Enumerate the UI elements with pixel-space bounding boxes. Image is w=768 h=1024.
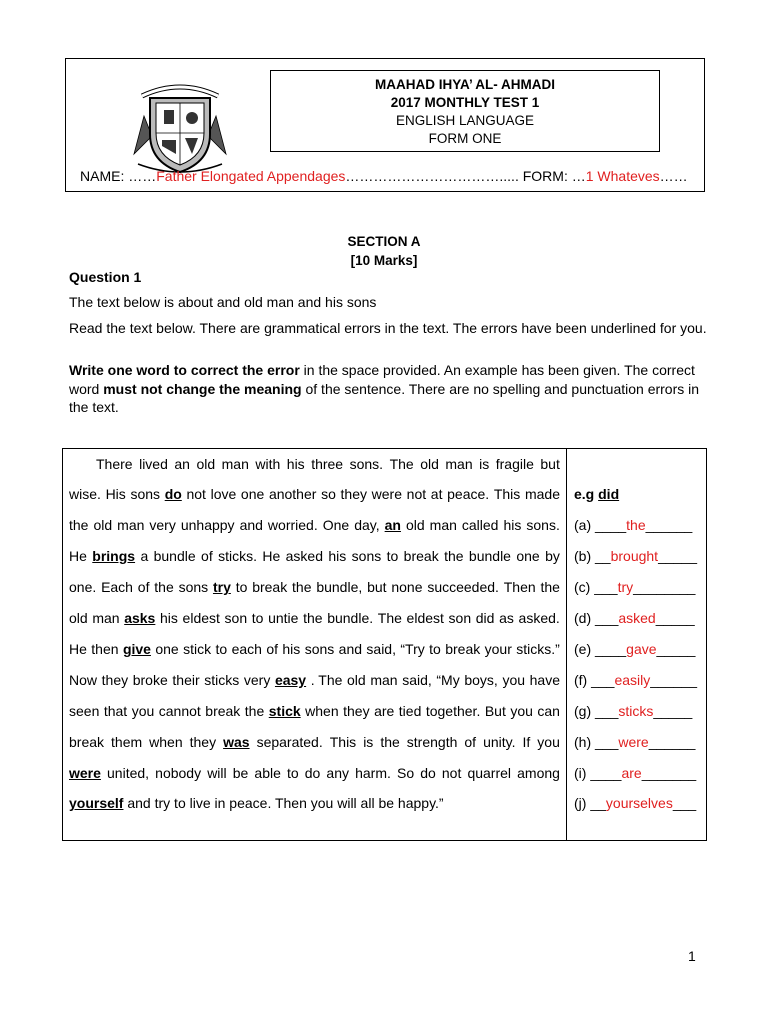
passage-word: did: [475, 610, 495, 626]
underlined-error: asks: [124, 610, 156, 626]
answer-c[interactable]: (c) ___try________: [574, 579, 696, 595]
passage-word: old: [347, 672, 366, 688]
passage-word: sons.: [526, 517, 560, 533]
passage-word: his: [286, 456, 305, 472]
passage-word: to: [429, 641, 441, 657]
passage-word: unhappy: [180, 517, 235, 533]
passage-word: the: [540, 579, 560, 595]
passage-word: If: [522, 734, 531, 750]
form-value[interactable]: 1 Whateves: [585, 168, 660, 184]
section-title: SECTION A: [347, 234, 421, 249]
passage-word: sticks.: [218, 548, 257, 564]
passage-word: tied: [398, 703, 422, 719]
underlined-error: easy: [274, 672, 307, 688]
passage-word: break: [69, 734, 105, 750]
passage-word: his: [503, 517, 522, 533]
school-crest-logo: [130, 76, 230, 176]
passage-word: stick: [183, 641, 212, 657]
passage-word: man: [445, 456, 473, 472]
passage-word: break: [403, 548, 439, 564]
passage-word: with: [255, 456, 281, 472]
passage-word: sticks: [204, 672, 240, 688]
passage-word: one: [155, 641, 179, 657]
passage-word: but: [540, 456, 560, 472]
passage-word: One: [322, 517, 350, 533]
passage-word: able: [254, 765, 281, 781]
passage-word: break: [205, 703, 241, 719]
passage-word: He: [262, 548, 281, 564]
passage-word: and: [338, 641, 363, 657]
answer-b[interactable]: (b) __brought_____: [574, 548, 697, 564]
read-instruction: Read the text below. There are grammatical errors in the text. The errors have been underlined for you.: [69, 320, 707, 336]
passage-word: But: [484, 703, 506, 719]
passage-word: break: [252, 579, 288, 595]
table-divider: [566, 448, 567, 841]
passage-word: This: [329, 734, 357, 750]
passage-line: [69, 456, 560, 472]
passage-word: when: [149, 734, 183, 750]
passage-word: of: [201, 548, 213, 564]
answer-g[interactable]: (g) ___sticks_____: [574, 703, 693, 719]
passage-word: son: [448, 610, 472, 626]
passage-word: is: [363, 734, 374, 750]
passage-word: asked.: [518, 610, 560, 626]
form-level: FORM ONE: [428, 131, 502, 146]
underlined-error: try: [212, 579, 231, 595]
form-label: FORM:: [522, 168, 568, 184]
passage-word: you: [537, 734, 560, 750]
underlined-error: give: [122, 641, 151, 657]
passage-word: seen: [69, 703, 100, 719]
passage-word: the: [154, 579, 174, 595]
passage-word: they: [189, 734, 217, 750]
test-name: 2017 MONTHLY TEST 1: [390, 95, 540, 110]
passage-word: and: [239, 517, 263, 533]
passage-word: to: [386, 548, 399, 564]
passage-word: will: [207, 765, 227, 781]
passage-word: day,: [354, 517, 380, 533]
passage-word: said,: [402, 672, 432, 688]
passage-word: to: [235, 579, 248, 595]
passage-word: called: [461, 517, 499, 533]
answer-e[interactable]: (e) ____gave_____: [574, 641, 696, 657]
passage-word: He: [69, 641, 87, 657]
passage-word: Then: [503, 579, 536, 595]
passage-word: one.: [69, 579, 97, 595]
answer-a[interactable]: (a) ____the______: [574, 517, 693, 533]
passage-word: old: [69, 610, 88, 626]
passage-word: man: [370, 672, 398, 688]
passage-word: of: [266, 641, 278, 657]
passage-word: of: [137, 579, 150, 595]
passage-line: [69, 610, 560, 626]
passage-line: [69, 672, 560, 688]
passage-word: His: [105, 486, 126, 502]
passage-word: very: [243, 672, 271, 688]
passage-word: you: [510, 703, 533, 719]
passage-word: sons.: [349, 456, 384, 472]
passage-word: bundle: [468, 548, 511, 564]
question-label: Question 1: [69, 269, 142, 285]
passage-word: one: [240, 486, 265, 502]
passage-word: as: [499, 610, 514, 626]
passage-word: have: [529, 672, 560, 688]
passage-word: broke: [132, 672, 168, 688]
passage-word: worried.: [267, 517, 318, 533]
passage-word: then: [91, 641, 119, 657]
passage-word: untie: [268, 610, 299, 626]
passage-word: sticks.”: [516, 641, 560, 657]
passage-word: another: [268, 486, 317, 502]
passage-word: of: [464, 734, 477, 750]
passage-word: but: [367, 579, 387, 595]
passage-word: among: [517, 765, 560, 781]
passage-word: can: [537, 703, 560, 719]
passage-word: that: [103, 703, 128, 719]
passage-word: your: [484, 641, 512, 657]
passage-word: old: [93, 517, 113, 533]
passage-word: you: [502, 672, 526, 688]
passage-word: strength: [406, 734, 458, 750]
passage-word: nobody: [155, 765, 202, 781]
passage-word: to: [251, 610, 264, 626]
answer-j[interactable]: (j) __yourselves___: [574, 795, 697, 811]
passage-word: each: [231, 641, 262, 657]
passage-word: are: [374, 703, 395, 719]
passage-word: his: [160, 610, 178, 626]
passage-word: not: [186, 486, 206, 502]
passage-word: This: [493, 486, 521, 502]
passage-word: “Try: [400, 641, 425, 657]
passage-word: the: [444, 548, 464, 564]
passage-word: three: [311, 456, 344, 472]
passage-word: by: [545, 548, 560, 564]
passage-word: made: [524, 486, 560, 502]
page-number: 1: [688, 948, 696, 964]
passage-word: bundle,: [316, 579, 363, 595]
passage-word: one: [516, 548, 540, 564]
passage-word: bundle.: [327, 610, 374, 626]
passage-line: [69, 765, 560, 781]
underlined-error: an: [384, 517, 401, 533]
answer-f[interactable]: (f) ___easily______: [574, 672, 697, 688]
passage-word: they: [340, 486, 367, 502]
passage-word: do: [304, 765, 321, 781]
passage-word: the: [292, 579, 312, 595]
passage-word: when: [305, 703, 339, 719]
passage-word: and try to live in peace. Then you will all be happy.”: [123, 795, 444, 811]
name-form-line: NAME: ……Father Elongated Appendages……………………………..... FORM: …1 Whateves……: [80, 168, 688, 184]
passage-word: to: [286, 765, 299, 781]
passage-word: sons: [304, 641, 335, 657]
section-marks: [10 Marks]: [350, 253, 418, 268]
passage-word: man: [221, 456, 249, 472]
underlined-error: was: [223, 734, 250, 750]
passage-line: [69, 517, 560, 533]
subject-name: ENGLISH LANGUAGE: [395, 113, 535, 128]
passage-word: they: [101, 672, 129, 688]
underlined-error: do: [164, 486, 182, 502]
passage-word: quarrel: [467, 765, 512, 781]
passage-word: the: [69, 517, 89, 533]
passage-word: man: [92, 610, 120, 626]
answer-h[interactable]: (h) ___were______: [574, 734, 696, 750]
passage-word: man: [117, 517, 145, 533]
exam-title-box: [270, 70, 660, 152]
example-answer: e.g did: [574, 486, 620, 502]
passage-word: you: [131, 703, 155, 719]
passage-word: none: [391, 579, 423, 595]
underlined-error: stick: [268, 703, 301, 719]
passage-word: Now: [69, 672, 98, 688]
passage-word: them: [111, 734, 143, 750]
passage-word: love: [210, 486, 237, 502]
passage-word: cannot: [158, 703, 201, 719]
passage-word: the: [303, 610, 323, 626]
passage-word: very: [149, 517, 176, 533]
passage-line: [69, 486, 560, 502]
passage-word: at: [430, 486, 443, 502]
passage-word: not: [406, 486, 427, 502]
passage-word: man: [429, 517, 457, 533]
passage-word: old: [196, 456, 216, 472]
passage-word: a: [140, 548, 149, 564]
passage-word: Each: [101, 579, 133, 595]
passage-word: united,: [107, 765, 150, 781]
school-name: MAAHAD IHYA’ AL- AHMADI: [374, 77, 555, 92]
passage-word: so: [321, 486, 336, 502]
passage-word: lived: [139, 456, 168, 472]
passage-word: eldest: [406, 610, 444, 626]
passage-word: to: [215, 641, 228, 657]
passage-word: his: [282, 641, 301, 657]
passage-word: . The: [310, 672, 343, 688]
passage-word: sons: [351, 548, 382, 564]
passage-word: any: [326, 765, 349, 781]
passage-word: harm.: [355, 765, 391, 781]
passage-line: [69, 548, 560, 564]
passage-word: son: [224, 610, 248, 626]
passage-word: eldest: [182, 610, 220, 626]
passage-word: their: [172, 672, 200, 688]
passage-line: [69, 579, 560, 595]
name-label: NAME:: [80, 168, 125, 184]
passage-word: peace.: [447, 486, 490, 502]
passage-word: not: [441, 765, 462, 781]
passage-line: [69, 734, 560, 750]
passage-word: do: [420, 765, 436, 781]
passage-word: sons: [130, 486, 161, 502]
passage-word: fragile: [495, 456, 534, 472]
passage-word: said,: [366, 641, 396, 657]
passage-word: they: [343, 703, 370, 719]
passage-word: sons: [178, 579, 209, 595]
write-instruction: Write one word to correct the error in the space provided. An example has been given. The correct word must not change the meaning of the sentence. There are no spelling and punctuation errors in the text.: [69, 362, 700, 415]
passage-word: the: [244, 703, 265, 719]
passage-line: [69, 703, 560, 719]
passage-word: The: [377, 610, 402, 626]
passage-word: The: [389, 456, 414, 472]
passage-word: asked: [285, 548, 323, 564]
passage-word: break: [445, 641, 481, 657]
answer-d[interactable]: (d) ___asked_____: [574, 610, 695, 626]
passage-word: succeeded.: [427, 579, 499, 595]
underlined-error: were: [69, 765, 101, 781]
passage-line: [69, 795, 560, 811]
passage-line: [69, 641, 560, 657]
passage-word: his: [328, 548, 347, 564]
passage-word: separated.: [256, 734, 323, 750]
passage-word: an: [174, 456, 190, 472]
passage-word: boys,: [464, 672, 498, 688]
passage-word: were: [371, 486, 403, 502]
passage-word: He: [69, 548, 87, 564]
passage-word: wise.: [69, 486, 101, 502]
passage-word: be: [232, 765, 249, 781]
answer-i[interactable]: (i) ____are_______: [574, 765, 697, 781]
student-name-value[interactable]: Father Elongated Appendages: [156, 168, 346, 184]
passage-word: “My: [436, 672, 460, 688]
intro-text: The text below is about and old man and his sons: [69, 294, 377, 310]
passage-word: together.: [425, 703, 481, 719]
passage-word: So: [396, 765, 415, 781]
passage-word: bundle: [153, 548, 196, 564]
passage-word: the: [380, 734, 400, 750]
passage-word: unity.: [483, 734, 516, 750]
underlined-error: yourself: [69, 795, 124, 811]
passage-word: old: [405, 517, 425, 533]
underlined-error: brings: [92, 548, 136, 564]
passage-word: old: [420, 456, 439, 472]
passage-word: is: [479, 456, 490, 472]
passage-word: There: [96, 456, 133, 472]
